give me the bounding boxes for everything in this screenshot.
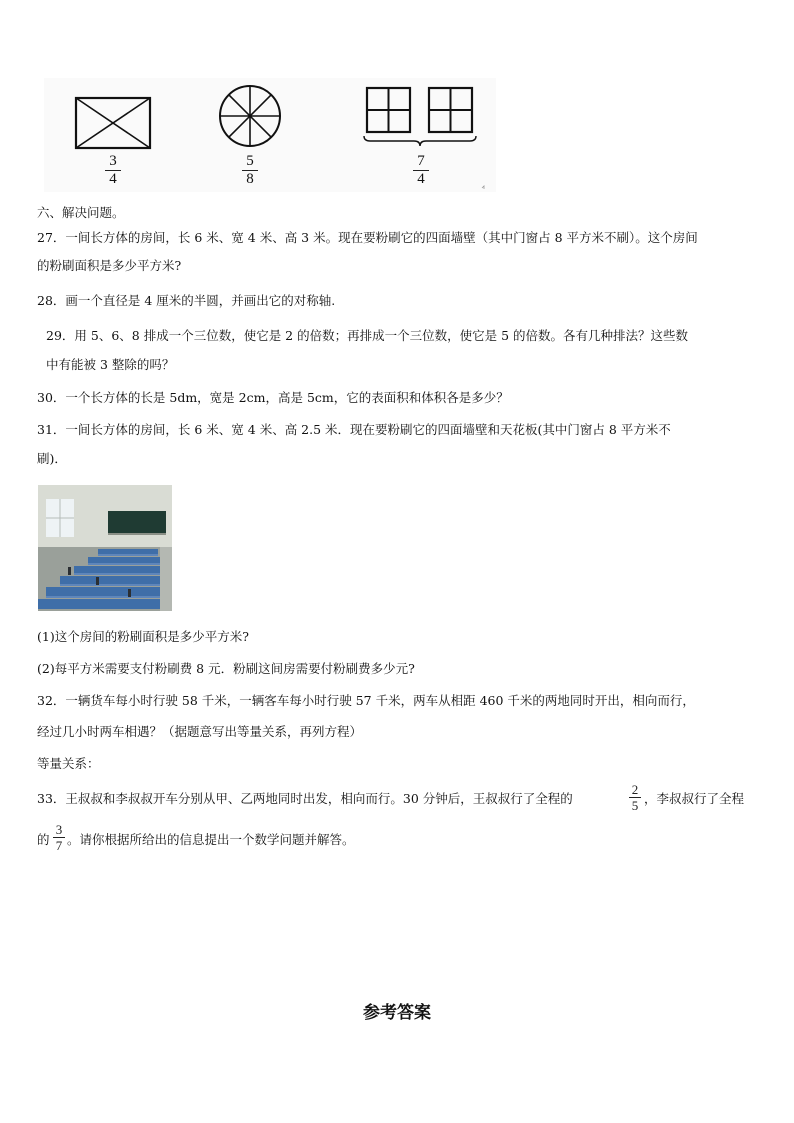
question-32-line2: 经过几小时两车相遇？（据题意写出等量关系，再列方程） bbox=[37, 724, 363, 739]
question-27-line2: 的粉刷面积是多少平方米? bbox=[37, 258, 182, 273]
question-30-line1: 30．一个长方体的长是 5dm，宽是 2cm，高是 5cm，它的表面积和体积各是多少？ bbox=[37, 390, 509, 405]
question-33-line1a: 33．王叔叔和李叔叔开车分别从甲、乙两地同时出发，相向而行。30 分钟后，王叔叔行了全程的 bbox=[37, 791, 573, 806]
rectangle-diagram bbox=[76, 98, 150, 148]
denominator: 7 bbox=[55, 838, 63, 853]
question-27-line1: 27．一间长方体的房间，长 6 米、宽 4 米、高 3 米。现在要粉刷它的四面墙壁（其中门窗占 8 平方米不刷）。这个房间 bbox=[37, 230, 698, 245]
numerator: 2 bbox=[631, 782, 639, 797]
fraction-three-quarters bbox=[105, 154, 121, 187]
numerator: 7 bbox=[417, 153, 425, 169]
equivalence-label: 等量关系： bbox=[37, 756, 100, 771]
section-heading: 六、解决问题。 bbox=[37, 205, 125, 220]
question-31-sub2: (2)每平方米需要支付粉刷费 8 元．粉刷这间房需要付粉刷费多少元? bbox=[37, 661, 415, 676]
question-29-line1: 29．用 5、6、8 排成一个三位数，使它是 2 的倍数；再排成一个三位数，使它是 5 的倍数。各有几种排法？这些数 bbox=[46, 328, 689, 343]
numerator: 3 bbox=[109, 153, 117, 169]
fraction-three-sevenths bbox=[53, 823, 65, 852]
fraction-seven-quarters bbox=[413, 154, 429, 187]
classroom-photo bbox=[38, 485, 172, 611]
fraction-five-eighths bbox=[242, 154, 258, 187]
question-33-line2a: 的 bbox=[37, 832, 50, 847]
numerator: 3 bbox=[55, 822, 63, 837]
question-33-line1b: ，李叔叔行了全程 bbox=[644, 791, 745, 806]
question-31-sub1: (1)这个房间的粉刷面积是多少平方米? bbox=[37, 629, 249, 644]
denominator: 4 bbox=[109, 171, 117, 187]
question-28-line1: 28．画一个直径是 4 厘米的半圆，并画出它的对称轴. bbox=[37, 293, 336, 308]
question-33-line2b: 。请你根据所给出的信息提出一个数学问题并解答。 bbox=[67, 832, 355, 847]
numerator: 5 bbox=[246, 153, 254, 169]
denominator: 4 bbox=[417, 171, 425, 187]
question-29-line2: 中有能被 3 整除的吗？ bbox=[46, 357, 175, 372]
question-31-line1: 31．一间长方体的房间，长 6 米、宽 4 米、高 2.5 米．现在要粉刷它的四面墙壁和天花板(其中门窗占 8 平方米不 bbox=[37, 422, 671, 437]
denominator: 5 bbox=[631, 798, 639, 813]
question-31-line2: 刷)． bbox=[37, 451, 67, 466]
denominator: 8 bbox=[246, 171, 254, 187]
squares-diagram bbox=[364, 88, 476, 146]
circle-diagram bbox=[220, 86, 280, 146]
fraction-two-fifths bbox=[629, 783, 641, 812]
question-32-line1: 32．一辆货车每小时行驶 58 千米，一辆客车每小时行驶 57 千米，两车从相距 460 千米的两地同时开出，相向而行， bbox=[37, 693, 695, 708]
answers-title: 参考答案 bbox=[363, 1003, 431, 1023]
